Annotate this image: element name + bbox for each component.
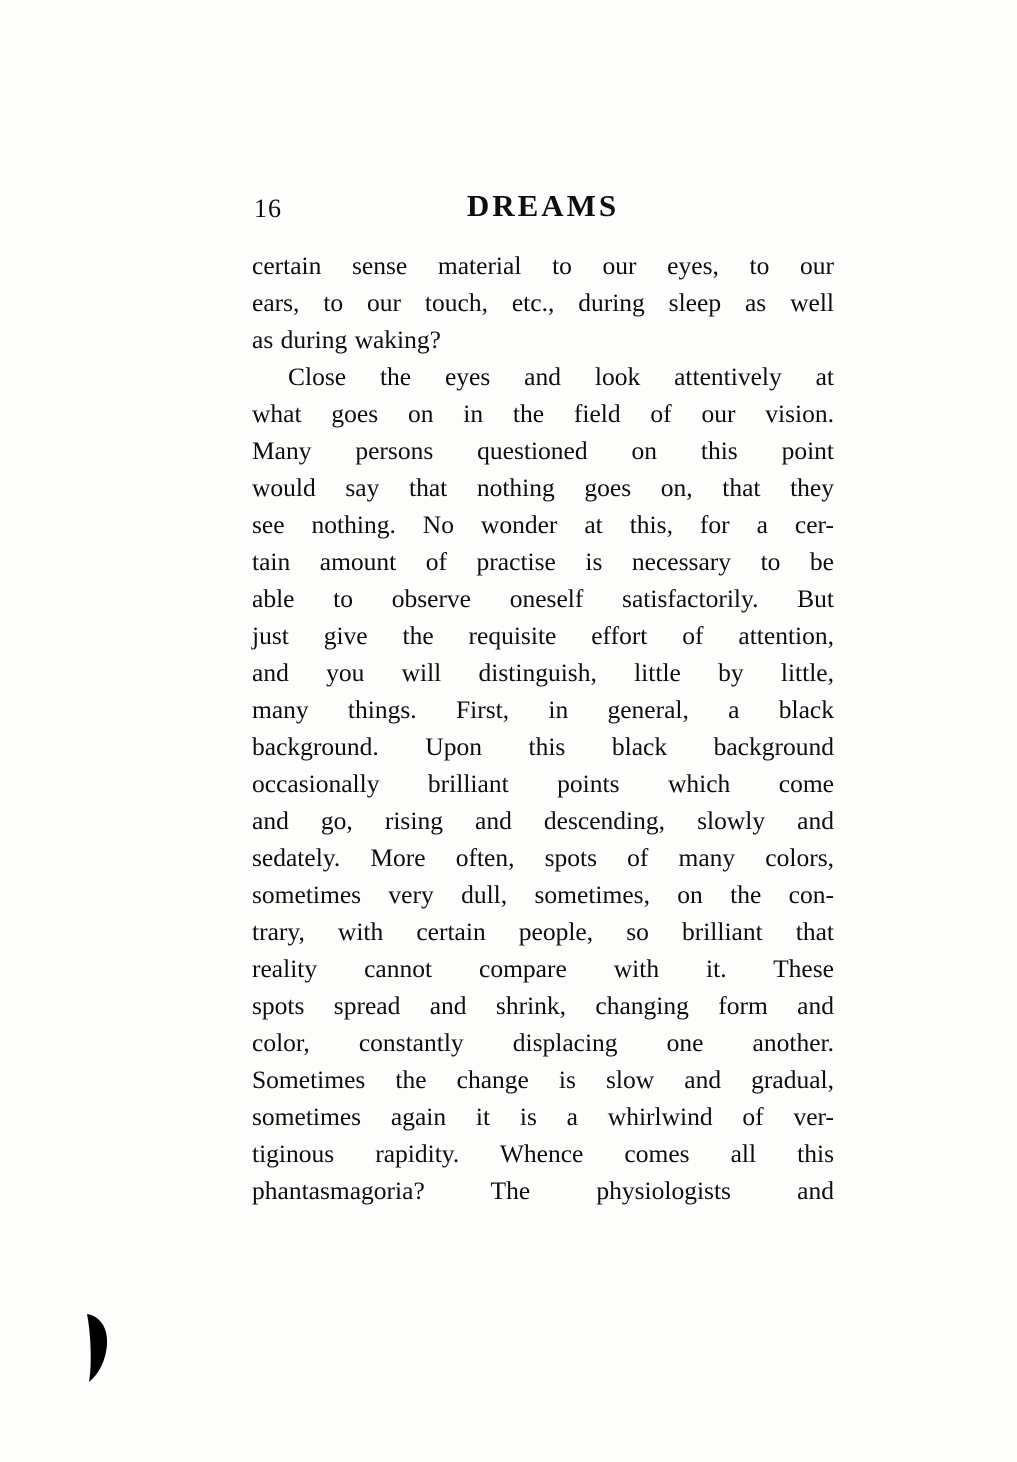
ink-blot-artifact (86, 1314, 112, 1382)
text-line: sometimes again it is a whirlwind of ver- (252, 1102, 834, 1131)
page-number: 16 (254, 194, 282, 223)
text-line: sedately. More often, spots of many colors, (252, 843, 834, 872)
text-line: and you will distinguish, little by little, (252, 658, 834, 687)
text-line: tain amount of practise is necessary to be (252, 547, 834, 576)
text-line: spots spread and shrink, changing form and (252, 991, 834, 1020)
page-title: DREAMS (466, 188, 620, 223)
text-line: many things. First, in general, a black (252, 695, 834, 724)
text-line: would say that nothing goes on, that they (252, 473, 834, 502)
text-line: Close the eyes and look attentively at (288, 362, 834, 391)
text-line: sometimes very dull, sometimes, on the con- (252, 880, 834, 909)
text-line: reality cannot compare with it. These (252, 954, 834, 983)
text-line: able to observe oneself satisfactorily. But (252, 584, 834, 613)
text-line: Many persons questioned on this point (252, 436, 834, 465)
text-line: certain sense material to our eyes, to our (252, 251, 834, 280)
text-line: trary, with certain people, so brilliant that (252, 917, 834, 946)
text-line: background. Upon this black background (252, 732, 834, 761)
text-line: see nothing. No wonder at this, for a cer- (252, 510, 834, 539)
text-line: color, constantly displacing one another. (252, 1028, 834, 1057)
text-line: what goes on in the field of our vision. (252, 399, 834, 428)
text-line: and go, rising and descending, slowly and (252, 806, 834, 835)
text-line: Sometimes the change is slow and gradual, (252, 1065, 834, 1094)
running-head (252, 188, 834, 226)
text-line: as during waking? (252, 325, 441, 354)
text-line: tiginous rapidity. Whence comes all this (252, 1139, 834, 1168)
text-line: just give the requisite effort of attention, (252, 621, 834, 650)
text-line: occasionally brilliant points which come (252, 769, 834, 798)
text-line: ears, to our touch, etc., during sleep as well (252, 288, 834, 317)
text-line: phantasmagoria? The physiologists and (252, 1176, 834, 1205)
body-text (252, 247, 834, 1209)
